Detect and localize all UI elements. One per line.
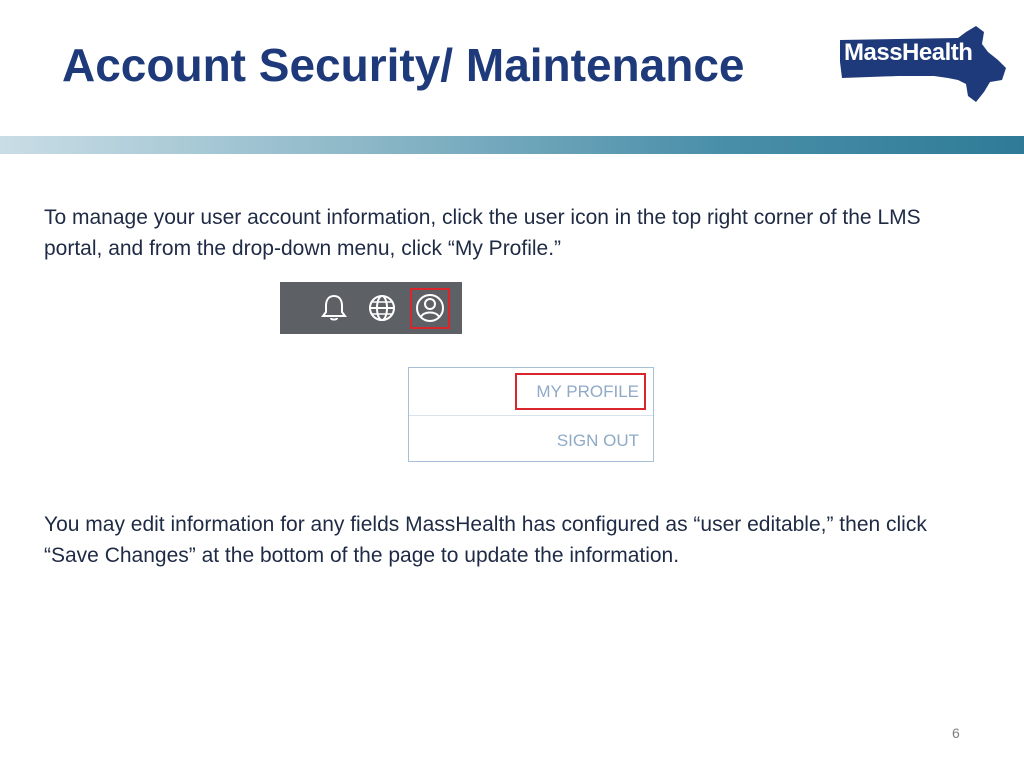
globe-icon[interactable] (366, 292, 398, 324)
menu-divider (409, 415, 653, 416)
lms-toolbar-screenshot (280, 282, 462, 334)
my-profile-menu-item[interactable]: MY PROFILE (536, 382, 639, 401)
user-dropdown-menu (408, 367, 654, 462)
my-profile-highlight (515, 373, 646, 410)
logo-text: MassHealth (844, 39, 973, 66)
bell-icon[interactable] (318, 292, 350, 324)
page-number: 6 (952, 725, 960, 741)
instruction-paragraph-1: To manage your user account information, click the user icon in the top right corner of the LMS portal, and from the drop-down menu, click “My Profile.” (44, 206, 921, 260)
instruction-paragraph-2: You may edit information for any fields MassHealth has configured as “user editable,” then click “Save Changes” at the bottom of the page to update the information. (44, 513, 927, 567)
sign-out-menu-item[interactable]: SIGN OUT (556, 431, 639, 450)
masshealth-logo (838, 22, 1008, 108)
header-band (0, 136, 1024, 154)
user-icon-highlight (410, 288, 450, 329)
slide-title: Account Security/ Maintenance (62, 39, 745, 91)
